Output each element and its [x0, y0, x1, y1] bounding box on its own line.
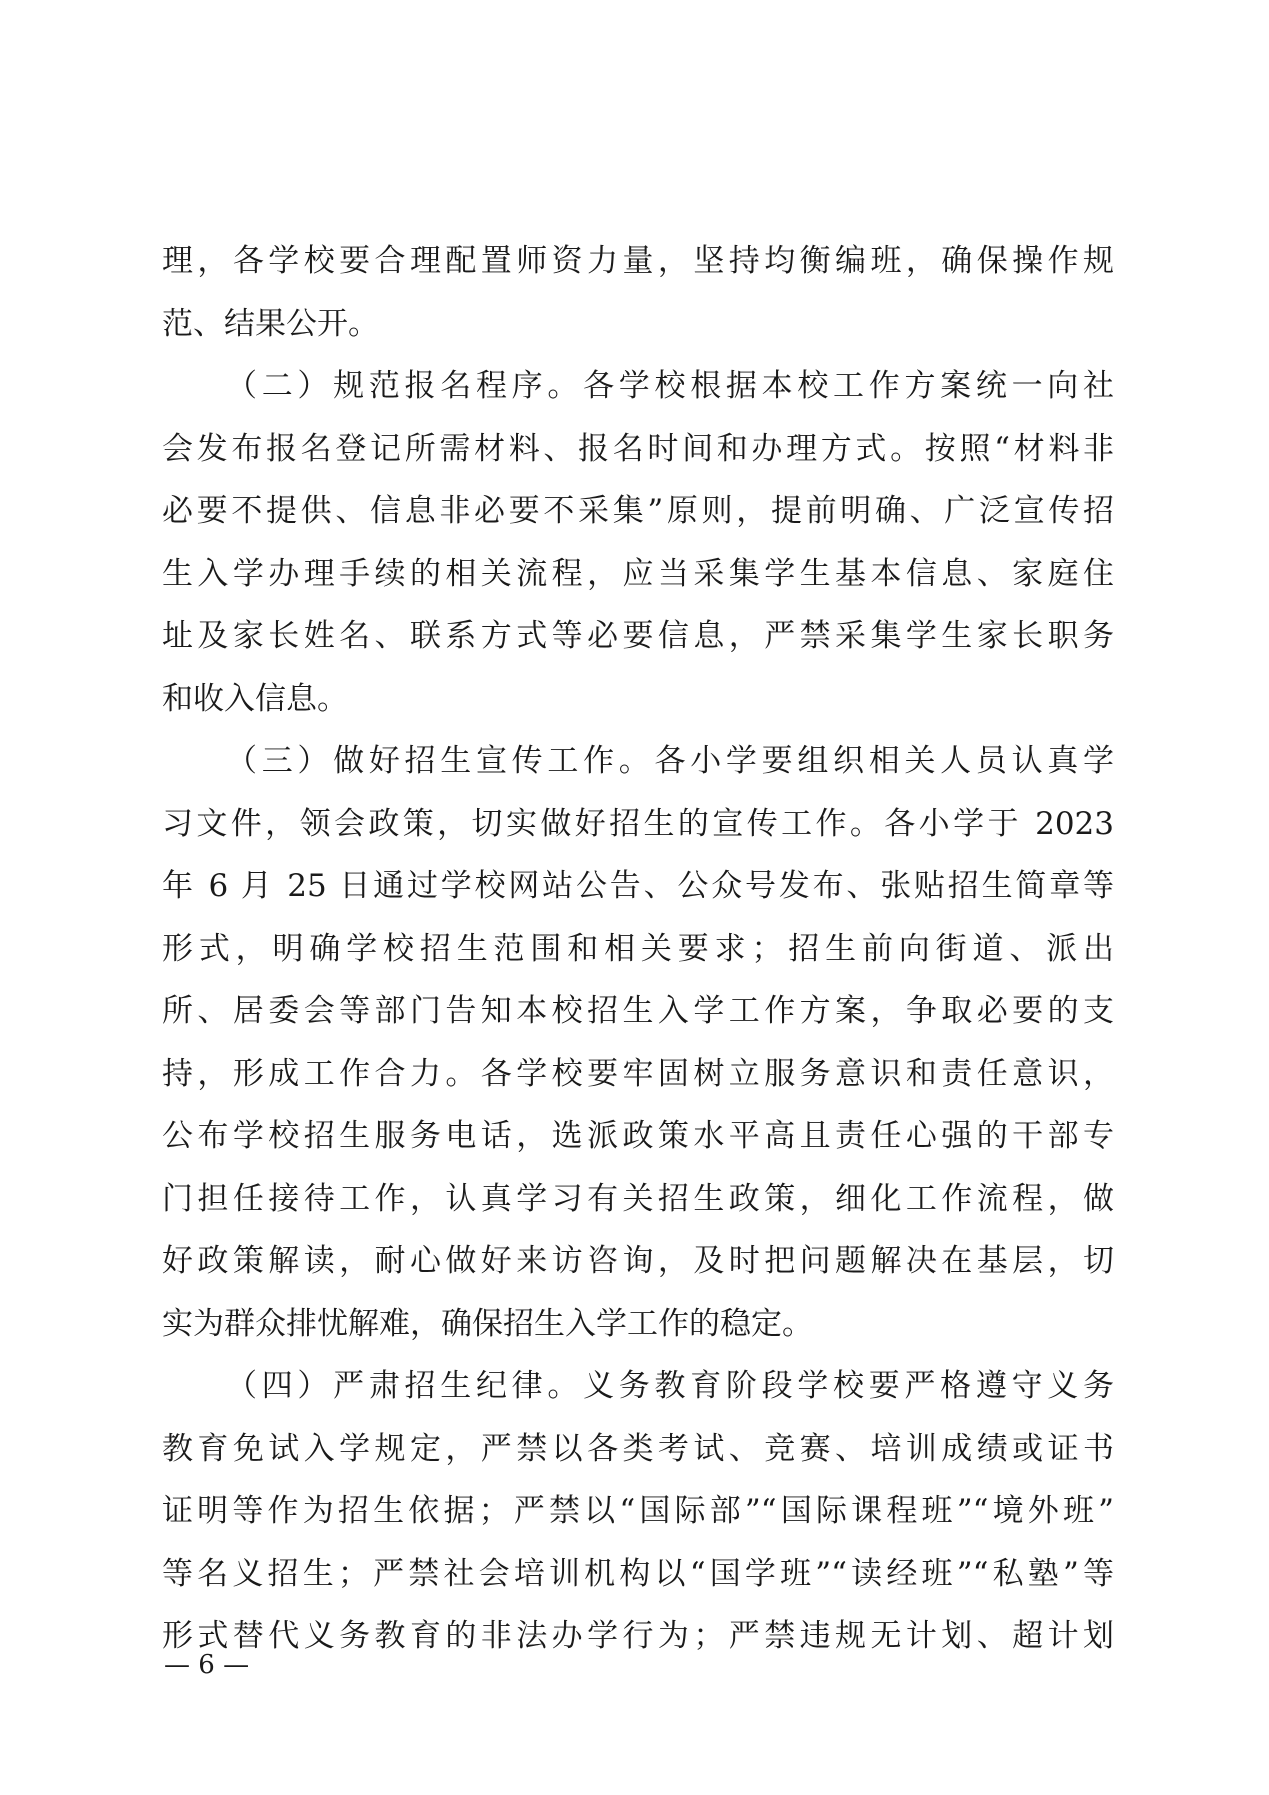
section-heading-line: （三）做好招生宣传工作。各小学要组织相关人员认真学	[226, 743, 1114, 779]
section-heading-line: （四）严肃招生纪律。义务教育阶段学校要严格遵守义务	[226, 1368, 1114, 1404]
body-text	[162, 230, 1114, 1668]
text-line: 生入学办理手续的相关流程，应当采集学生基本信息、家庭住	[162, 555, 1114, 592]
text-line: 址及家长姓名、联系方式等必要信息，严禁采集学生家长职务	[162, 618, 1114, 654]
text-line: 门担任接待工作，认真学习有关招生政策，细化工作流程，做	[162, 1180, 1114, 1217]
section-heading-line: （二）规范报名程序。各学校根据本校工作方案统一向社	[226, 368, 1114, 404]
text-line: 所、居委会等部门告知本校招生入学工作方案，争取必要的支	[162, 993, 1114, 1029]
text-line: 形式替代义务教育的非法办学行为；严禁违规无计划、超计划	[162, 1618, 1114, 1654]
text-line: 习文件，领会政策，切实做好招生的宣传工作。各小学于 2023	[162, 805, 1114, 842]
text-line: 年 6 月 25 日通过学校网站公告、公众号发布、张贴招生简章等	[162, 868, 1114, 904]
text-line: 持，形成工作合力。各学校要牢固树立服务意识和责任意识，	[162, 1055, 1114, 1092]
text-line: 形式，明确学校招生范围和相关要求；招生前向街道、派出	[162, 930, 1114, 967]
text-line: 必要不提供、信息非必要不采集”原则，提前明确、广泛宣传招	[162, 493, 1114, 529]
text-line: 范、结果公开。	[162, 305, 379, 342]
text-line: 教育免试入学规定，严禁以各类考试、竞赛、培训成绩或证书	[162, 1430, 1114, 1467]
text-line: 会发布报名登记所需材料、报名时间和办理方式。按照“材料非	[162, 430, 1114, 467]
text-line: 证明等作为招生依据；严禁以“国际部”“国际课程班”“境外班”	[162, 1493, 1114, 1529]
text-line: 等名义招生；严禁社会培训机构以“国学班”“读经班”“私塾”等	[162, 1555, 1114, 1592]
text-line: 实为群众排忧解难，确保招生入学工作的稳定。	[162, 1305, 813, 1342]
page-number: — 6 —	[164, 1650, 250, 1680]
text-line: 公布学校招生服务电话，选派政策水平高且责任心强的干部专	[162, 1118, 1114, 1154]
text-line: 好政策解读，耐心做好来访咨询，及时把问题解决在基层，切	[162, 1243, 1114, 1279]
text-line: 理，各学校要合理配置师资力量，坚持均衡编班，确保操作规	[162, 243, 1114, 279]
text-line: 和收入信息。	[162, 680, 348, 717]
